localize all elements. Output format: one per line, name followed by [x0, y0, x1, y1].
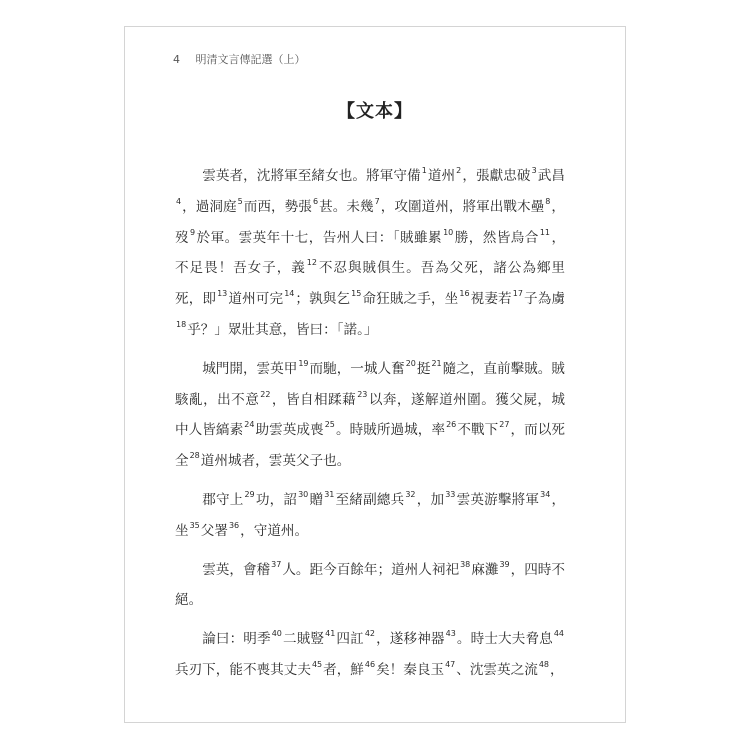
footnote-marker: 35	[189, 520, 200, 530]
footnote-marker: 8	[545, 196, 551, 206]
footnote-marker: 48	[538, 659, 549, 669]
footnote-marker: 29	[244, 489, 255, 499]
footnote-marker: 25	[324, 420, 335, 430]
footnote-marker: 14	[284, 289, 295, 299]
footnote-marker: 42	[364, 629, 375, 639]
footnote-marker: 32	[405, 489, 416, 499]
footnote-marker: 23	[357, 389, 368, 399]
running-header	[173, 51, 306, 67]
footnote-marker: 33	[445, 489, 456, 499]
footnote-marker: 39	[499, 559, 510, 569]
footnote-marker: 41	[325, 629, 336, 639]
footnote-marker: 9	[190, 227, 196, 237]
footnote-marker: 1	[421, 166, 427, 175]
section-title: 【文本】	[337, 101, 413, 122]
footnote-marker: 5	[237, 196, 243, 206]
footnote-marker: 12	[306, 258, 317, 268]
paragraph: 城門開，雲英甲$^{19}$而馳，一城人奮$^{20}$挺$^{21}$隨之，直前擊賊。賊駭亂，出不意$^{22}$，皆自相蹂藉$^{23}$以奔，遂解道州圍。獲父屍，城中人皆縞素$^{24}$助雲英成喪$^{25}$。時賊所過城，率$^{26}$不戰下$^{27}$，而以死全$^{28}$道州城者，雲英父子也。	[175, 358, 566, 470]
footnote-marker: 3	[531, 166, 537, 175]
footnote-marker: 15	[351, 289, 362, 299]
footnote-marker: 20	[405, 358, 416, 368]
paragraph: 雲英，會稽$^{37}$人。距今百餘年；道州人祠祀$^{38}$麻灘$^{39}$，四時不絕。	[175, 559, 565, 609]
footnote-marker: 7	[374, 196, 380, 206]
footnote-marker: 2	[456, 166, 462, 175]
footnote-marker: 46	[364, 659, 376, 669]
footnote-marker: 22	[260, 389, 271, 399]
page-number: 4	[173, 53, 180, 66]
paragraph: 郡守上$^{29}$功，詔$^{30}$贈$^{31}$至緒副總兵$^{32}$，加$^{33}$雲英游擊將軍$^{34}$，坐$^{35}$父署$^{36}$，守道州。	[175, 489, 566, 539]
paragraph: 論曰：明季$^{40}$二賊豎$^{41}$四訌$^{42}$，遂移神器$^{43}$。時士大夫脅息$^{44}$兵刃下，能不喪其丈夫$^{45}$者，鮮$^{46}$矣！秦良玉$^{47}$、沈雲英之流$^{48}$，	[175, 629, 565, 678]
footnote-marker: 11	[539, 227, 551, 237]
footnote-marker: 45	[311, 659, 323, 669]
footnote-marker: 6	[312, 196, 319, 206]
footnote-marker: 44	[553, 629, 565, 639]
footnote-marker: 4	[176, 196, 182, 206]
footnote-marker: 17	[512, 289, 523, 299]
footnote-marker: 28	[189, 451, 200, 461]
paragraph: 雲英者，沈將軍至緒女也。將軍守備$^1$道州$^2$，張獻忠破$^3$武昌$^4$，過洞庭$^5$而西，勢張$^6$甚。未幾$^7$，攻圍道州，將軍出戰木壘$^8$，歿$^9$於軍。雲英年十七，告州人曰：「賊雖累$^{10}$勝，然皆烏合$^{11}$，不足畏！吾女子，義$^{12}$不忍與賊俱生。吾為父死，諸公為鄉里死，即$^{13}$道州可完$^{14}$；孰與乞$^{15}$命狂賊之手，坐$^{16}$視妻若$^{17}$子為虜$^{18}$乎？」眾壯其意，皆曰：「諾。」	[175, 166, 566, 338]
footnote-marker: 10	[443, 227, 454, 237]
footnote-marker: 16	[459, 289, 470, 299]
footnote-marker: 36	[228, 520, 240, 530]
footnote-marker: 31	[324, 489, 335, 499]
footnote-marker: 13	[217, 289, 228, 299]
book-page	[124, 26, 626, 723]
footnote-marker: 37	[271, 559, 282, 569]
book-title: 明清文言傳記選（上）	[195, 53, 306, 66]
footnote-marker: 30	[298, 489, 309, 499]
footnote-marker: 21	[431, 358, 442, 368]
footnote-marker: 38	[460, 559, 471, 569]
footnote-marker: 19	[298, 358, 309, 368]
footnote-marker: 34	[540, 489, 551, 499]
footnote-marker: 40	[271, 629, 282, 639]
footnote-marker: 24	[244, 420, 255, 430]
footnote-marker: 26	[446, 420, 457, 430]
body-text	[175, 161, 565, 686]
footnote-marker: 47	[445, 659, 456, 669]
footnote-marker: 43	[445, 629, 456, 639]
footnote-marker: 18	[176, 319, 187, 329]
footnote-marker: 27	[499, 420, 510, 430]
